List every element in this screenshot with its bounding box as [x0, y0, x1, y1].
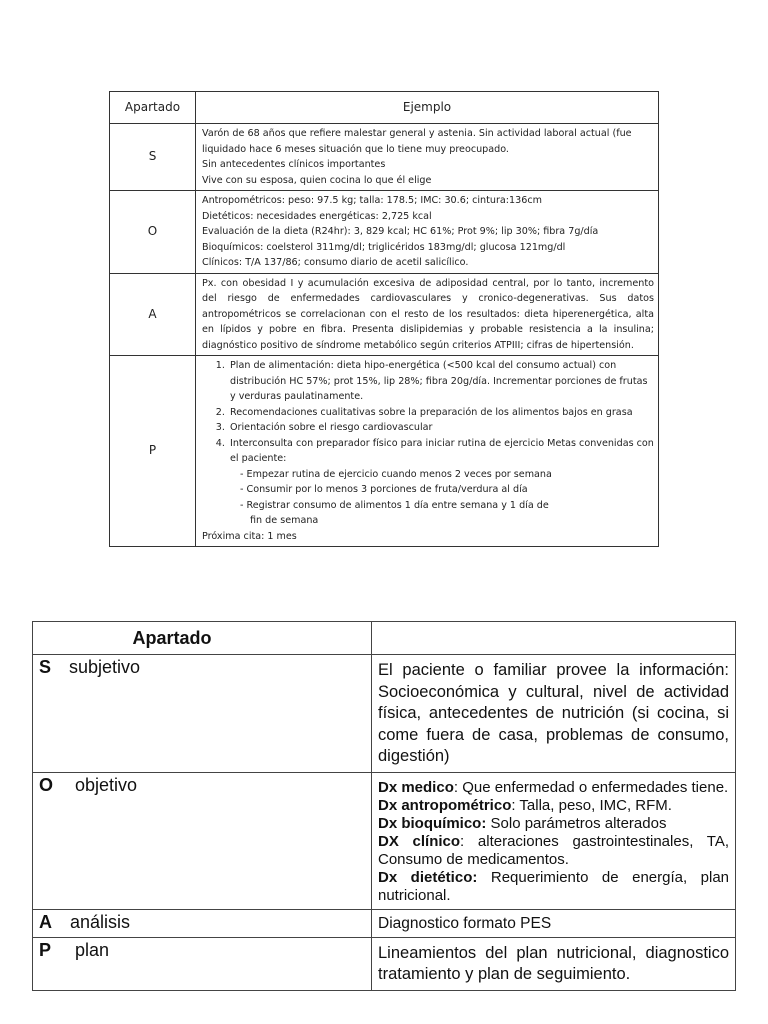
row-key: S — [110, 124, 196, 191]
dx-text: : alteraciones gastrointestinales, TA, Consumo de medicamentos. — [378, 832, 729, 868]
header-apartado: Apartado — [110, 92, 196, 124]
row-content: Lineamientos del plan nutricional, diagnostico tratamiento y plan de seguimiento. — [372, 937, 736, 990]
row-letter: A — [39, 911, 52, 932]
row-content — [372, 772, 736, 909]
example-row-a — [110, 273, 659, 356]
dx-label: Dx bioquímico: — [378, 814, 487, 832]
dx-label: Dx medico — [378, 778, 454, 796]
list-item: 3. Orientación sobre el riesgo cardiovascular — [228, 420, 654, 436]
row-letter: P — [39, 939, 52, 960]
definition-row-p — [33, 937, 736, 990]
dx-label: DX clínico — [378, 832, 461, 850]
text-line: Evaluación de la dieta (R24hr): 3, 829 kcal; HC 61%; Prot 9%; lip 30%; fibra 7g/día — [202, 226, 599, 237]
row-word: análisis — [70, 911, 131, 932]
sub-item-continuation: fin de semana — [250, 515, 319, 526]
text-line: Sin antecedentes clínicos importantes — [202, 159, 386, 170]
dx-line — [378, 779, 729, 797]
row-letter: O — [39, 774, 54, 795]
list-item: 1. Plan de alimentación: dieta hipo-energética (<500 kcal del consumo actual) con distribución HC 57%; prot 15%, lip 28%; fibra 20g/día. Incrementar porciones de frutas y verduras paulatinamente. — [228, 358, 654, 405]
sub-item: - Consumir por lo menos 3 porciones de fruta/verdura al día — [240, 484, 528, 495]
dx-label: Dx antropométrico — [378, 796, 512, 814]
text-line: Antropométricos: peso: 97.5 kg; talla: 178.5; IMC: 30.6; cintura:136cm — [202, 195, 542, 206]
text-line: Varón de 68 años que refiere malestar general y astenia. Sin actividad laboral actual (fue liquidado hace 6 meses situación que lo tiene muy preocupado. — [202, 128, 632, 155]
text-line: Clínicos: T/A 137/86; consumo diario de acetil salicílico. — [202, 257, 469, 268]
soap-example-table — [109, 91, 659, 547]
dx-text: : Talla, peso, IMC, RFM. — [511, 796, 672, 814]
row-content: El paciente o familiar provee la información: Socioeconómica y cultural, nivel de actividad física, antecedentes de nutrición (si cocina, si come fuera de casa, problemas de consumo, digestión) — [372, 655, 736, 773]
dx-line — [378, 815, 729, 833]
row-key: P — [110, 356, 196, 547]
next-appointment: Próxima cita: 1 mes — [202, 530, 297, 542]
plan-list — [202, 358, 654, 467]
definition-row-o — [33, 772, 736, 909]
dx-line — [378, 797, 729, 815]
row-label — [33, 772, 372, 909]
table-header-row — [110, 92, 659, 124]
example-row-o — [110, 191, 659, 274]
dx-text: : Que enfermedad o enfermedades tiene. — [453, 778, 729, 796]
row-content — [196, 124, 659, 191]
dx-text: Requerimiento de energía, plan nutricional. — [378, 868, 730, 904]
text-line: Dietéticos: necesidades energéticas: 2,725 kcal — [202, 210, 432, 222]
row-content: Px. con obesidad I y acumulación excesiva de adiposidad central, por lo tanto, incremento del riesgo de enfermedades cardiovasculares y cronico-degenerativas. Sus datos antropométricos se correlacionan con el resto de los resultados: dieta hiperenergética, alta en lípidos y pobre en fibra. Presenta dislipidemias y probable resistencia a la insulina; diagnóstico positivo de síndrome metabólico según criterios ATPIII; cifras de hipertensión. — [196, 273, 659, 356]
header-ejemplo: Ejemplo — [196, 92, 659, 124]
example-row-p — [110, 356, 659, 547]
sub-item: - Registrar consumo de alimentos 1 día entre semana y 1 día de — [240, 499, 549, 511]
text-line: Vive con su esposa, quien cocina lo que él elige — [202, 174, 432, 186]
row-label — [33, 655, 372, 773]
list-item: 4. Interconsulta con preparador físico para iniciar rutina de ejercicio Metas convenidas con el paciente: — [228, 436, 654, 467]
soap-definition-table — [32, 621, 736, 991]
sub-item: - Empezar rutina de ejercicio cuando menos 2 veces por semana — [240, 468, 552, 480]
row-key: A — [110, 273, 196, 356]
definition-row-a — [33, 909, 736, 937]
row-word: objetivo — [75, 774, 138, 795]
text-line: Bioquímicos: coelsterol 311mg/dl; triglicéridos 183mg/dl; glucosa 121mg/dl — [202, 241, 566, 253]
row-content — [196, 191, 659, 274]
row-label — [33, 909, 372, 937]
dx-text: Solo parámetros alterados — [486, 814, 667, 832]
dx-label: Dx dietético: — [378, 868, 478, 886]
definition-row-s — [33, 655, 736, 773]
row-key: O — [110, 191, 196, 274]
row-content: Diagnostico formato PES — [372, 909, 736, 937]
header-apartado: Apartado — [33, 622, 372, 655]
example-row-s — [110, 124, 659, 191]
row-content — [196, 356, 659, 547]
header-empty — [372, 622, 736, 655]
row-letter: S — [39, 657, 52, 677]
row-word: subjetivo — [69, 657, 141, 677]
dx-line — [378, 833, 729, 869]
row-word: plan — [75, 939, 110, 960]
dx-line — [378, 869, 729, 905]
row-label — [33, 937, 372, 990]
table-header-row — [33, 622, 736, 655]
list-item: 2. Recomendaciones cualitativas sobre la preparación de los alimentos bajos en grasa — [228, 405, 654, 421]
